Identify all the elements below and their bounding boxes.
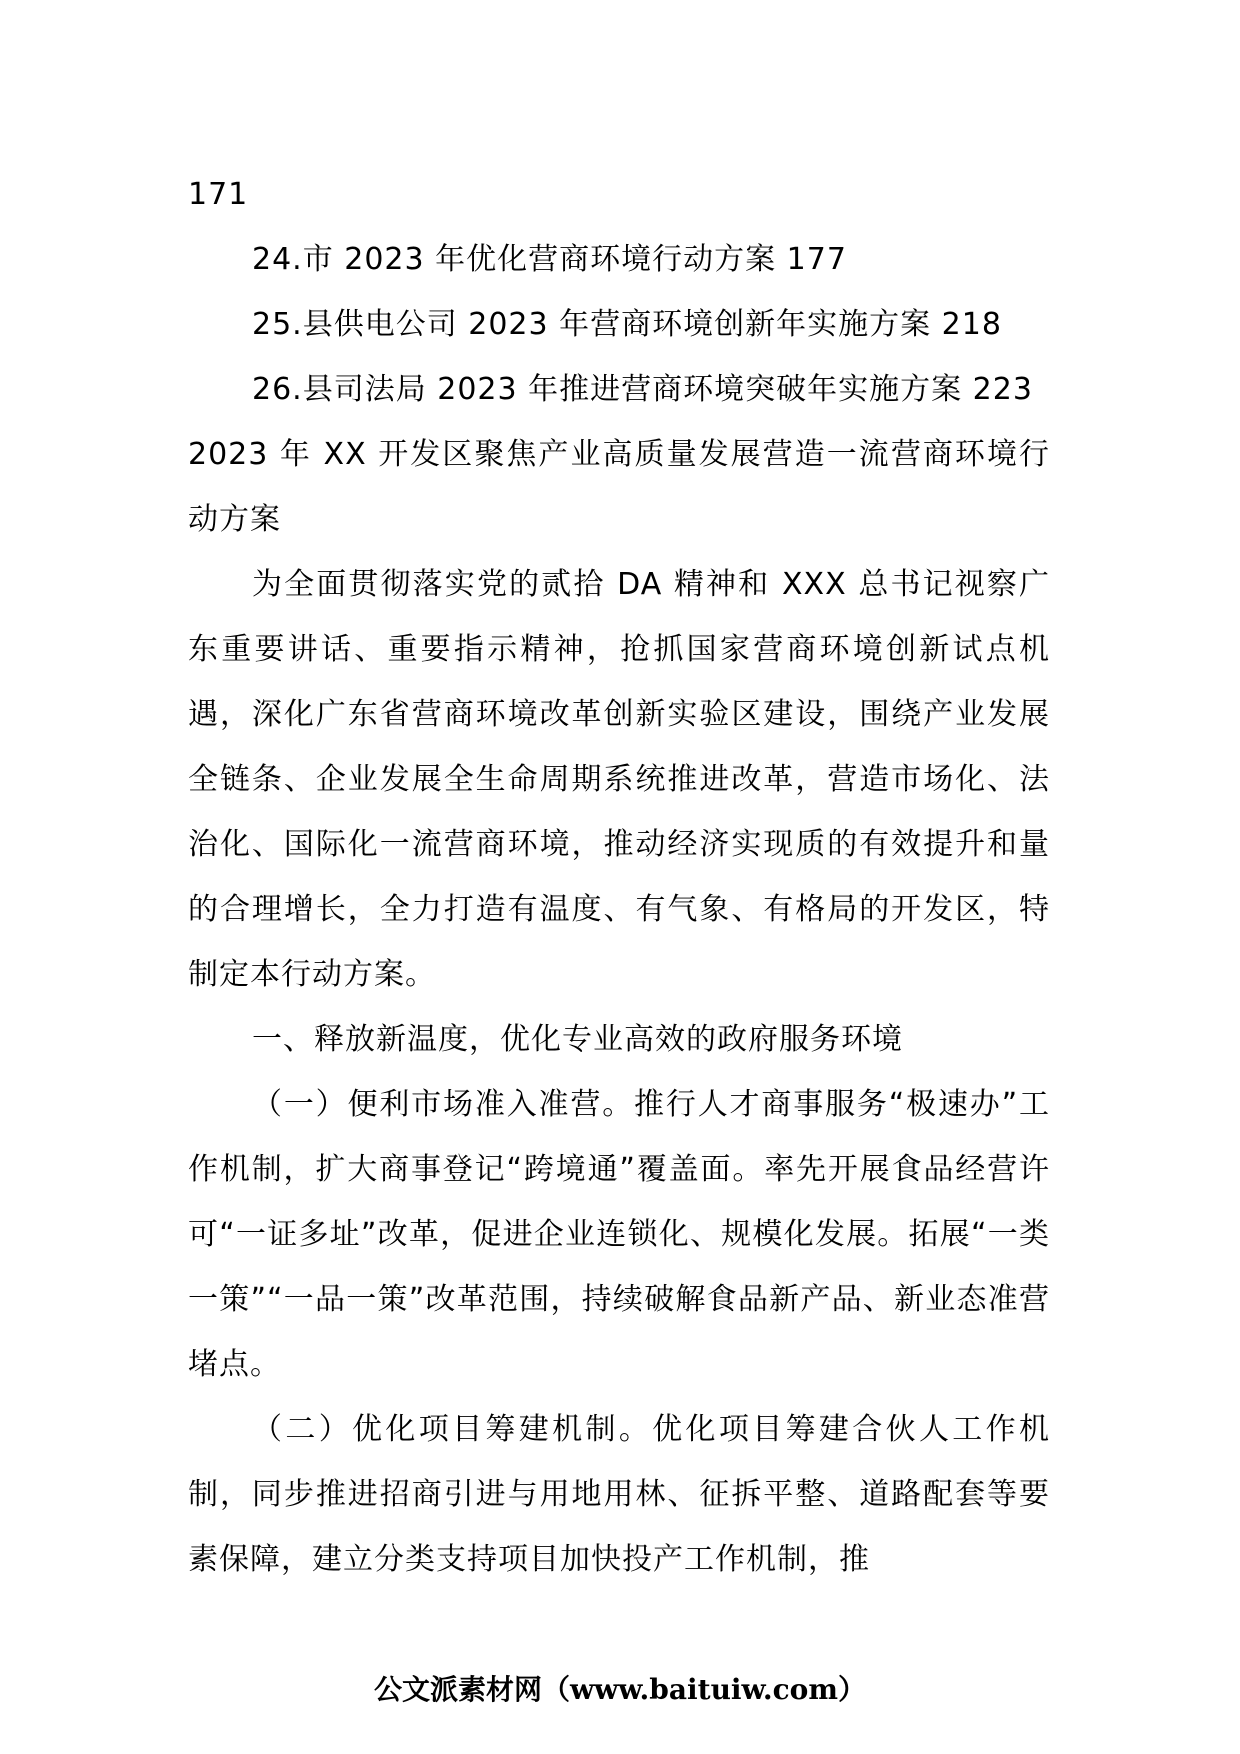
document-title: 2023 年 XX 开发区聚焦产业高质量发展营造一流营商环境行动方案 bbox=[188, 437, 1050, 537]
toc-entry-26: 26.县司法局 2023 年推进营商环境突破年实施方案 223 bbox=[252, 372, 1033, 407]
toc-entry-25: 25.县供电公司 2023 年营商环境创新年实施方案 218 bbox=[252, 307, 1002, 342]
subsection-2-paragraph: （二）优化项目筹建机制。优化项目筹建合伙人工作机制，同步推进招商引进与用地用林、征拆平整、道路配套等要素保障，建立分类支持项目加快投产工作机制，推 bbox=[188, 1412, 1050, 1577]
subsection-1-paragraph: （一）便利市场准入准营。推行人才商事服务“极速办”工作机制，扩大商事登记“跨境通”覆盖面。率先开展食品经营许可“一证多址”改革，促进企业连锁化、规模化发展。拓展“一类一策”“一品一策”改革范围，持续破解食品新产品、新业态准营堵点。 bbox=[188, 1087, 1050, 1382]
footer-watermark: 公文派素材网（www.baituiw.com） bbox=[374, 1673, 866, 1706]
intro-paragraph: 为全面贯彻落实党的贰拾 DA 精神和 XXX 总书记视察广东重要讲话、重要指示精神，抢抓国家营商环境创新试点机遇，深化广东省营商环境改革创新实验区建设，围绕产业发展全链条、企业发展全生命周期系统推进改革，营造市场化、法治化、国际化一流营商环境，推动经济实现质的有效提升和量的合理增长，全力打造有温度、有气象、有格局的开发区，特制定本行动方案。 bbox=[188, 567, 1050, 992]
toc-page-number: 171 bbox=[188, 177, 249, 212]
toc-entry-24: 24.市 2023 年优化营商环境行动方案 177 bbox=[252, 242, 847, 277]
document-body bbox=[188, 162, 1050, 1592]
section-heading-1: 一、释放新温度，优化专业高效的政府服务环境 bbox=[252, 1022, 903, 1057]
